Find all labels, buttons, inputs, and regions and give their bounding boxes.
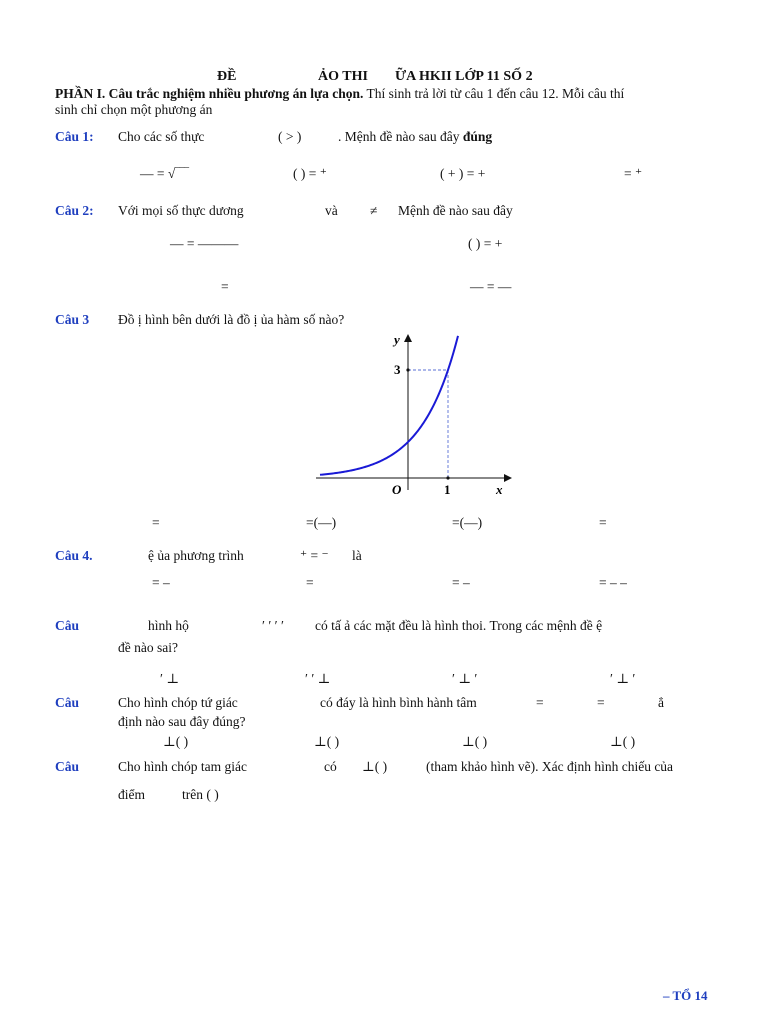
q2-option-c: = (221, 279, 229, 294)
title-part-3: ỮA HKII LỚP 11 SỐ 2 (395, 69, 533, 84)
origin-label: O (392, 482, 402, 497)
q2-and: và (325, 203, 338, 218)
q6-eq-1: = (536, 695, 544, 710)
title-part-1: ĐỀ (217, 69, 237, 84)
q5-option-c: ′ ⊥ ′ (452, 671, 478, 686)
q4-option-c: = – (452, 575, 470, 590)
q2-label: Câu 2: (55, 203, 94, 218)
q6-option-d: ⊥( ) (610, 734, 636, 749)
q7-text-e: trên ( ) (182, 787, 219, 802)
q3-label: Câu 3 (55, 312, 90, 327)
q5-primes: ′ ′ ′ ′ (262, 618, 284, 633)
x-tick-dot (446, 476, 449, 479)
q6-option-c: ⊥( ) (462, 734, 488, 749)
q5-text-b: có tấ ả các mặt đều là hình thoi. Trong các mệnh đề ệ (315, 618, 603, 633)
q7-text-c: (tham khảo hình vẽ). Xác định hình chiếu của (426, 759, 674, 774)
x-tick-label: 1 (444, 482, 451, 497)
q1-stmt: . Mệnh đề nào sau đây (338, 129, 463, 144)
q6-option-b: ⊥( ) (314, 734, 340, 749)
q2-option-b: ( ) = + (468, 236, 503, 251)
q6-text-c: ẳ (658, 695, 664, 710)
q2-option-a: — = ——— (170, 236, 239, 251)
q7-text-a: Cho hình chóp tam giác (118, 759, 247, 774)
q7-perpendicular: ⊥( ) (362, 759, 388, 774)
y-axis-label: y (394, 332, 400, 347)
q1-statement (338, 129, 492, 145)
q1-condition: ( > ) (278, 129, 302, 144)
part1-line1 (55, 86, 624, 102)
q4-label: Câu 4. (55, 548, 93, 563)
q3-option-c: =(—) (452, 515, 483, 530)
q6-label: Câu (55, 695, 80, 710)
q4-text-a: ệ ủa phương trình (148, 548, 244, 563)
q5-option-b: ′ ′ ⊥ (305, 671, 331, 686)
y-tick-dot (406, 368, 409, 371)
q1-option-d: = ⁺ (624, 166, 643, 181)
q3-exponential-graph (308, 330, 518, 500)
q3-text: Đồ ị hình bên dưới là đồ ị ủa hàm số nào? (118, 312, 345, 327)
q4-option-a: = – (152, 575, 170, 590)
q6-text-a: Cho hình chóp tứ giác (118, 695, 238, 710)
q6-option-a: ⊥( ) (163, 734, 189, 749)
q2-option-d: — = — (470, 279, 512, 294)
part1-instruction-1: Thí sinh trả lời từ câu 1 đến câu 12. Mỗi câu thí (363, 86, 625, 101)
q6-text-b: có đáy là hình bình hành tâm (320, 695, 477, 710)
q4-text-b: là (352, 548, 362, 563)
q5-text-a: hình hộ (148, 618, 189, 633)
q3-option-a: = (152, 515, 160, 530)
q3-option-b: =(—) (306, 515, 337, 530)
q6-text-d: định nào sau đây đúng? (118, 714, 246, 729)
q3-option-d: = (599, 515, 607, 530)
q1-option-c: ( + ) = + (440, 166, 486, 181)
q5-option-a: ′ ⊥ (160, 671, 180, 686)
q1-label: Câu 1: (55, 129, 94, 144)
q4-option-b: = (306, 575, 314, 590)
q1-option-b: ( ) = ⁺ (293, 166, 327, 181)
q5-option-d: ′ ⊥ ′ (610, 671, 636, 686)
page-footer: – TỔ 14 (663, 988, 708, 1003)
q2-statement: Mệnh đề nào sau đây (398, 203, 513, 218)
q2-text: Với mọi số thực dương (118, 203, 244, 218)
q2-not-equal: ≠ (370, 203, 378, 218)
q1-option-a: — = √‾‾‾ (140, 166, 189, 181)
q4-equation: ⁺ = ⁻ (300, 548, 329, 563)
x-axis-label: x (496, 482, 503, 497)
q4-option-d: = – – (599, 575, 627, 590)
curve-line (320, 336, 458, 475)
q5-text-c: đề nào sai? (118, 640, 178, 655)
q1-emphasis: đúng (462, 129, 493, 144)
title-part-2: ẢO THI (318, 69, 368, 84)
q5-label: Câu (55, 618, 80, 633)
q6-eq-2: = (597, 695, 605, 710)
q7-text-b: có (324, 759, 337, 774)
part1-instruction-2: sinh chỉ chọn một phương án (55, 102, 213, 117)
q1-text: Cho các số thực (118, 129, 205, 144)
y-tick-label: 3 (394, 362, 401, 377)
q7-text-d: điểm (118, 787, 145, 802)
q7-label: Câu (55, 759, 80, 774)
part1-heading: PHẦN I. Câu trắc nghiệm nhiều phương án lựa chọn. (55, 86, 364, 101)
